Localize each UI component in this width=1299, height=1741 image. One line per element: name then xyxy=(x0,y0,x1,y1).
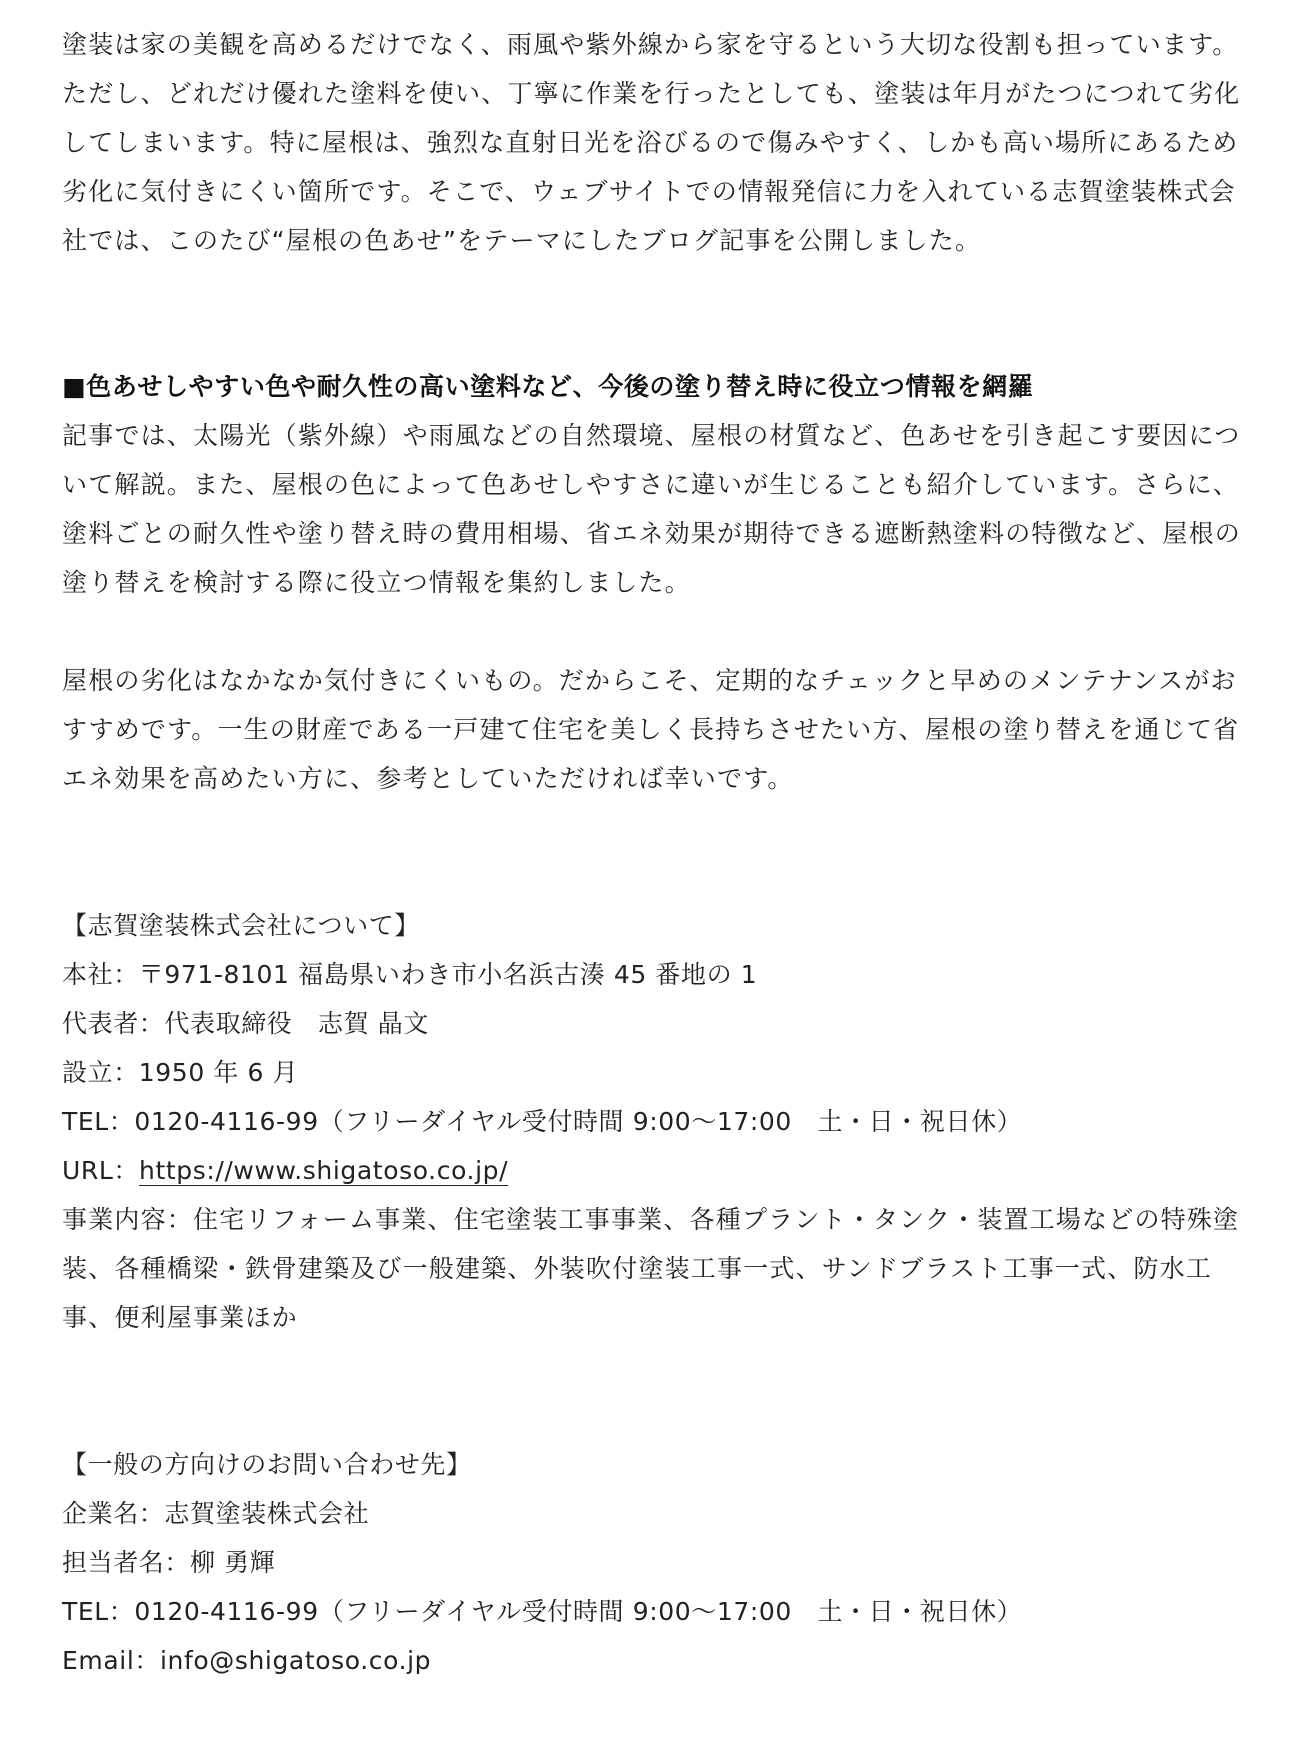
company-info xyxy=(62,901,1242,1342)
company-url-line xyxy=(62,1146,1242,1195)
spacer xyxy=(62,607,1242,656)
contact-company-name: 企業名：志賀塗装株式会社 xyxy=(62,1499,370,1528)
intro-paragraph: 塗装は家の美観を高めるだけでなく、雨風や紫外線から家を守るという大切な役割も担っています。ただし、どれだけ優れた塗料を使い、丁寧に作業を行ったとしても、塗装は年月がたつにつれて劣化してしまいます。特に屋根は、強烈な直射日光を浴びるので傷みやすく、しかも高い場所にあるため劣化に気付きにくい箇所です。そこで、ウェブサイトでの情報発信に力を入れている志賀塗装株式会社では、このたび“屋根の色あせ”をテーマにしたブログ記事を公開しました。 xyxy=(62,30,1241,255)
section-heading: ■色あせしやすい色や耐久性の高い塗料など、今後の塗り替え時に役立つ情報を網羅 xyxy=(62,372,1034,401)
contact-info xyxy=(62,1440,1242,1685)
contact-email: Email：info@shigatoso.co.jp xyxy=(62,1646,432,1675)
contact-title: 【一般の方向けのお問い合わせ先】 xyxy=(62,1450,472,1479)
company-representative: 代表者：代表取締役 志賀 晶文 xyxy=(62,1009,429,1038)
spacer xyxy=(62,265,1242,362)
section-paragraph-1: 記事では、太陽光（紫外線）や雨風などの自然環境、屋根の材質など、色あせを引き起こす要因について解説。また、屋根の色によって色あせしやすさに違いが生じることも紹介しています。さらに、塗料ごとの耐久性や塗り替え時の費用相場、省エネ効果が期待できる遮断熱塗料の特徴など、屋根の塗り替えを検討する際に役立つ情報を集約しました。 xyxy=(62,421,1242,597)
contact-tel: TEL：0120-4116-99（フリーダイヤル受付時間 9:00～17:00 土・日・祝日休） xyxy=(62,1597,1023,1626)
company-url-link[interactable]: https://www.shigatoso.co.jp/ xyxy=(139,1156,509,1185)
company-founded: 設立：1950 年 6 月 xyxy=(62,1058,299,1087)
document-page xyxy=(62,20,1242,1685)
company-business: 事業内容：住宅リフォーム事業、住宅塗装工事事業、各種プラント・タンク・装置工場などの特殊塗装、各種橋梁・鉄骨建築及び一般建築、外装吹付塗装工事一式、サンドブラスト工事一式、防水工事、便利屋事業ほか xyxy=(62,1205,1240,1332)
spacer xyxy=(62,803,1242,901)
spacer xyxy=(62,1342,1242,1440)
url-label: URL： xyxy=(62,1156,139,1185)
contact-person: 担当者名：柳 勇輝 xyxy=(62,1548,276,1577)
section-paragraph-2: 屋根の劣化はなかなか気付きにくいもの。だからこそ、定期的なチェックと早めのメンテナンスがおすすめです。一生の財産である一戸建て住宅を美しく長持ちさせたい方、屋根の塗り替えを通じて省エネ効果を高めたい方に、参考としていただければ幸いです。 xyxy=(62,666,1240,793)
company-tel: TEL：0120-4116-99（フリーダイヤル受付時間 9:00～17:00 土・日・祝日休） xyxy=(62,1107,1023,1136)
company-address: 本社：〒971-8101 福島県いわき市小名浜古湊 45 番地の 1 xyxy=(62,960,758,989)
company-info-title: 【志賀塗装株式会社について】 xyxy=(62,911,420,940)
